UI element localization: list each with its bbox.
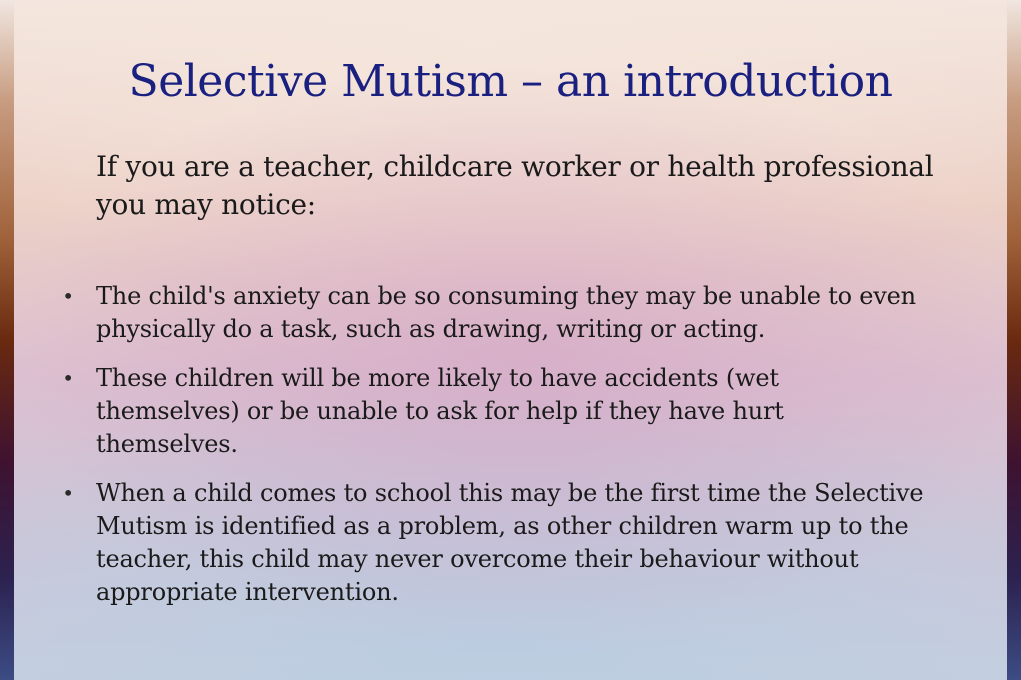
slide-title: Selective Mutism – an introduction (128, 56, 893, 107)
bullet-item (62, 280, 976, 346)
bullet-item (62, 362, 836, 461)
bullet-item (62, 477, 976, 609)
intro-paragraph: If you are a teacher, childcare worker or health professional you may notice: (96, 150, 934, 221)
bullet-text: These children will be more likely to have accidents (wet themselves) or be unable to ask for help if they have hurt themselves. (96, 364, 784, 458)
bullet-list (62, 280, 976, 625)
bullet-text: When a child comes to school this may be the first time the Selective Mutism is identified as a problem, as other children warm up to the teacher, this child may never overcome their behaviour without appropriate intervention. (96, 479, 924, 606)
bullet-icon: • (62, 284, 74, 308)
bullet-icon: • (62, 481, 74, 505)
bullet-icon: • (62, 366, 74, 390)
bullet-text: The child's anxiety can be so consuming they may be unable to even physically do a task, such as drawing, writing or acting. (96, 282, 916, 343)
